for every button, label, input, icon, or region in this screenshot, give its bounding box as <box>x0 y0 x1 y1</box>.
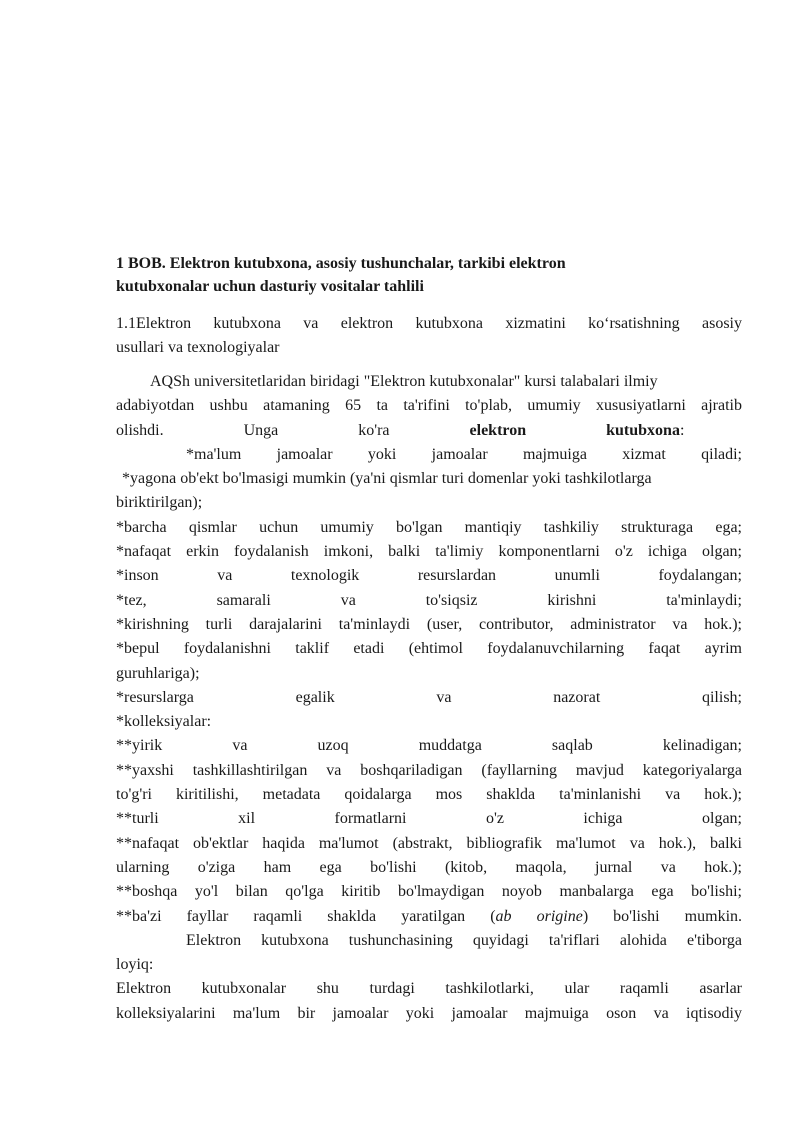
text-line: Elektron kutubxonalar shu turdagi tashkilotlarki, ular raqamli asarlar <box>116 980 742 998</box>
text-line: **yaxshi tashkillashtirilgan va boshqariladigan (fayllarning mavjud kategoriyalarga <box>116 761 742 779</box>
text-line: to'g'ri kiritilishi, metadata qoidalarga mos shaklda ta'minlanishi va hok.); <box>116 786 742 804</box>
text-line: *yagona ob'ekt bo'lmasigi mumkin (ya'ni qismlar turi domenlar yoki tashkilotlarga <box>122 470 652 488</box>
text-line: **nafaqat ob'ektlar haqida ma'lumot (abstrakt, bibliografik ma'lumot va hok.), balki <box>116 834 742 852</box>
text-line: *nafaqat erkin foydalanish imkoni, balki ta'limiy komponentlarni o'z ichiga olgan; <box>116 543 742 561</box>
text-line <box>116 419 742 443</box>
text-segment: : <box>679 421 685 439</box>
text-line: ularning o'ziga ham ega bo'lishi (kitob, maqola, jurnal va hok.); <box>116 858 742 876</box>
text-line: guruhlariga); <box>116 664 200 682</box>
text-line: kolleksiyalarini ma'lum bir jamoalar yoki jamoalar majmuiga oson va iqtisodiy <box>116 1004 742 1022</box>
text-segment: **ba'zi fayllar raqamli shaklda yaratilgan ( <box>116 907 496 925</box>
chapter-title <box>116 252 742 298</box>
text-line: Elektron kutubxona tushunchasining quyidagi ta'riflari alohida e'tiborga <box>186 931 742 949</box>
text-line: *kirishning turli darajalarini ta'minlaydi (user, contributor, administrator va hok.); <box>116 615 742 633</box>
chapter-title-line: 1 BOB. Elektron kutubxona, asosiy tushunchalar, tarkibi elektron <box>116 255 566 272</box>
text-line: **yirik va uzoq muddatga saqlab kelinadigan; <box>116 737 742 755</box>
chapter-title-line: kutubxonalar uchun dasturiy vositalar tahlili <box>116 278 424 295</box>
section-title-line: usullari va texnologiyalar <box>116 339 280 356</box>
page-content <box>116 252 742 1026</box>
section-title-line: 1.1Elektron kutubxona va elektron kutubxona xizmatini ko‘rsatishning asosiy <box>116 315 742 332</box>
text-line: *tez, samarali va to'siqsiz kirishni ta'minlaydi; <box>116 591 742 609</box>
text-line: adabiyotdan ushbu atamaning 65 ta ta'rifini to'plab, umumiy xususiyatlarni ajratib <box>116 397 742 415</box>
text-line: biriktirilgan); <box>116 494 203 512</box>
section-title <box>116 312 742 360</box>
text-line <box>116 905 742 929</box>
body-text <box>116 370 742 1026</box>
text-line: **turli xil formatlarni o'z ichiga olgan; <box>116 810 742 828</box>
bold-term: elektron kutubxona <box>469 421 680 439</box>
text-line: *barcha qismlar uchun umumiy bo'lgan mantiqiy tashkiliy strukturaga ega; <box>116 518 742 536</box>
text-line: *inson va texnologik resurslardan unumli foydalangan; <box>116 567 742 585</box>
text-segment: olishdi. Unga ko'ra <box>116 421 470 439</box>
text-line: **boshqa yo'l bilan qo'lga kiritib bo'lmaydigan noyob manbalarga ega bo'lishi; <box>116 883 742 901</box>
text-line: *bepul foydalanishni taklif etadi (ehtimol foydalanuvchilarning faqat ayrim <box>116 640 742 658</box>
text-line: *ma'lum jamoalar yoki jamoalar majmuiga xizmat qiladi; <box>186 445 742 463</box>
italic-term: ab origine <box>495 907 583 925</box>
text-line: loyiq: <box>116 956 154 974</box>
text-segment: ) bo'lishi mumkin. <box>582 907 742 925</box>
text-line: AQSh universitetlaridan biridagi "Elektron kutubxonalar" kursi talabalari ilmiy <box>150 373 658 390</box>
text-line: *kolleksiyalar: <box>116 713 212 731</box>
text-line: *resurslarga egalik va nazorat qilish; <box>116 688 742 706</box>
